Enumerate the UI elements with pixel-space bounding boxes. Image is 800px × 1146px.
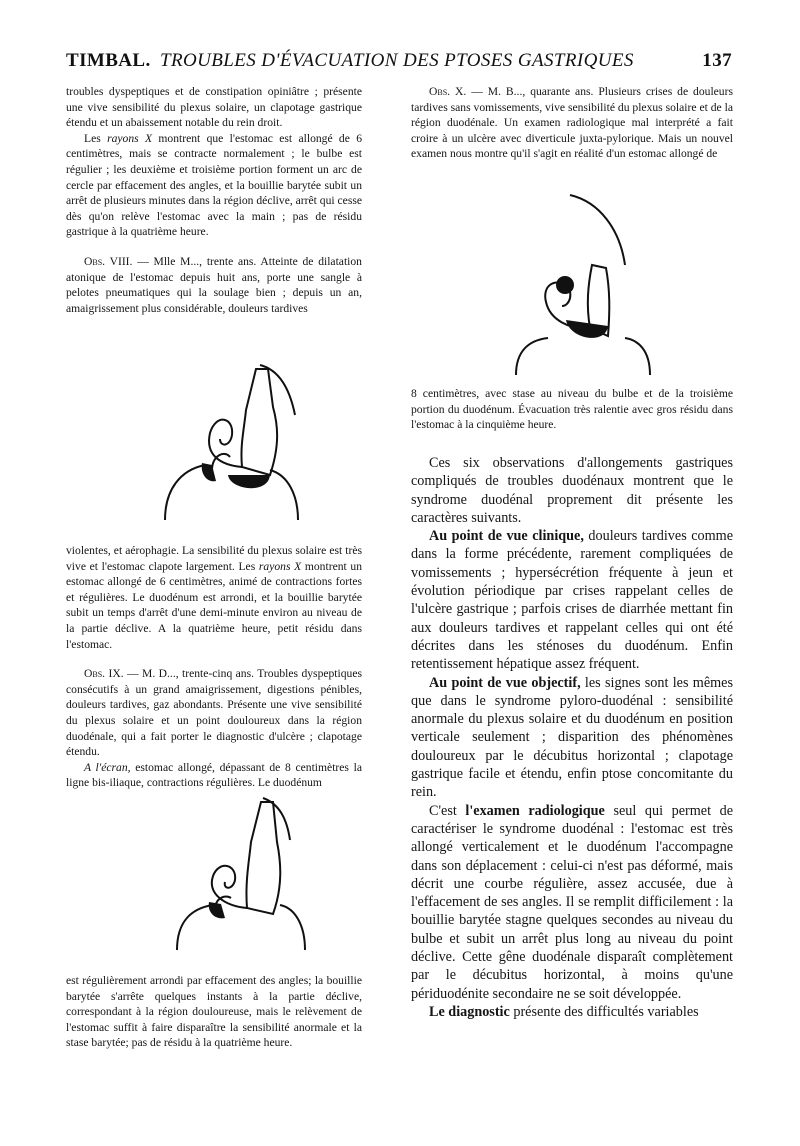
left-block-2 — [66, 543, 362, 791]
paragraph: Le diagnostic présente des difficultés variables — [429, 1003, 699, 1020]
observation-x: Obs. X. — M. B..., quarante ans. Plusieurs crises de douleurs tardives sans vomissements, vive sensibilité du plexus solaire et de la région duodénale. Un examen radiologique mal interprété a fait croire à un ulcère avec diverticule juxta-pylorique. Mais un nouvel examen nous montre qu'il s'agit en réalité d'un estomac allongé de — [411, 85, 733, 161]
radiograph-figure-3 — [510, 190, 660, 380]
paragraph: est régulièrement arrondi par effacement des angles; la bouillie barytée s'arrête quelques instants à la partie déclive, correspondant à la région douloureuse, mais le relèvement de l'estomac suffit à faire disparaître la sensibilité anormale et la stase barytée; pas de résidu à la quatrième heure. — [66, 974, 362, 1050]
observation-ix: Obs. IX. — M. D..., trente-cinq ans. Troubles dyspeptiques consécutifs à un grand amaigrissement, digestions pénibles, douleurs tardives, gaz abondants. Présente une vive sensibilité du plexus solaire et un point douloureux dans la région duodénale, qui a fait porter le diagnostic d'ulcère ; clapotage étendu. — [66, 667, 362, 759]
paragraph: Au point de vue clinique, douleurs tardives comme dans la forme précédente, rarement compliquées de vomissements ; hypersécrétion fréquente à jeun et évolution périodique par crises rappelant celles de l'ulcère gastrique ; parfois crises de diarrhée mettant fin aux douleurs tardives et rappelant celles qui ont été décrites dans les sténoses du duodénum. Enfin retentissement hépatique assez fréquent. — [411, 528, 733, 673]
right-block-2 — [411, 386, 733, 433]
left-block-1 — [66, 84, 362, 316]
left-block-3 — [66, 973, 362, 1051]
paragraph: troubles dyspeptiques et de constipation opiniâtre ; présente une vive sensibilité du plexus solaire, un clapotage gastrique étendu et un abaissement notable du rein droit. — [66, 85, 362, 130]
radiograph-figure-1 — [150, 355, 310, 525]
header-title: TROUBLES D'ÉVACUATION DES PTOSES GASTRIQUES — [160, 50, 634, 71]
observation-viii: Obs. VIII. — Mlle M..., trente ans. Atteinte de dilatation atonique de l'estomac depuis huit ans, porte une sangle à pelotes pneumatiques qui la soulage bien ; depuis un an, amaigrissement plus considérable, douleurs tardives — [66, 254, 362, 315]
paragraph: Ces six observations d'allongements gastriques compliqués de troubles duodénaux montrent que le syndrome duodénal proprement dit présente les caractères suivants. — [411, 455, 733, 526]
caption: 8 centimètres, avec stase au niveau du bulbe et de la troisième portion du duodénum. Évacuation très ralentie avec gros résidu dans l'estomac à la cinquième heure. — [411, 387, 733, 432]
paragraph: C'est l'examen radiologique seul qui permet de caractériser le syndrome duodénal : l'estomac est très allongé verticalement et le duodénum l'accompagne dans son déplacement : celui-ci n'est pas déformé, mais décrit une courbe régulière, assez accusée, due à l'effacement de ses angles. Il se remplit difficilement : la bouillie barytée stagne quelques secondes au niveau du bulbe et subit un arrêt plus long au niveau du point déclive. Cette gêne duodénale disparaît complètement par le décubitus horizontal, à moins qu'une périduodénite secondaire ne se soit développée. — [411, 802, 734, 1002]
right-block-3 — [411, 454, 733, 1021]
paragraph: Les rayons X montrent que l'estomac est allongé de 6 centimètres, mais se contracte normalement ; le bulbe est régulier ; les deuxième et troisième portion forment un arc de cercle par effacement des angles, et la bouillie barytée subit un arrêt de plusieurs minutes dans la région déclive, arrêt qui cesse dès qu'on relève l'estomac avec la main ; pas de résidu gastrique à la quatrième heure. — [66, 131, 363, 239]
right-block-1 — [411, 84, 733, 162]
paragraph: Au point de vue objectif, les signes sont les mêmes que dans le syndrome pyloro-duodénal : sensibilité anormale du plexus solaire et du duodénum en position verticale seulement ; disparition des phénomènes douloureux par le décubitus horizontal ; clapotage gastrique facile et étendu, enfin ptose concomitante du rein. — [411, 674, 733, 801]
header-author: TIMBAL. — [66, 50, 151, 71]
page-number: 137 — [702, 50, 732, 71]
page-header — [66, 50, 732, 78]
paragraph: A l'écran, estomac allongé, dépassant de 8 centimètres la ligne bis-iliaque, contractions régulières. Le duodénum — [66, 760, 362, 790]
paragraph: violentes, et aérophagie. La sensibilité du plexus solaire est très vive et l'estomac clapote largement. Les rayons X montrent un estomac allongé de 6 centimètres, animé de contractions fortes et régulières. Le duodénum est arrondi, et la bouillie barytée subit un temps d'arrêt d'une demi-minute environ au niveau de la partie déclive. A la quatrième heure, petit résidu dans l'estomac. — [66, 544, 362, 651]
radiograph-figure-2 — [165, 790, 315, 955]
